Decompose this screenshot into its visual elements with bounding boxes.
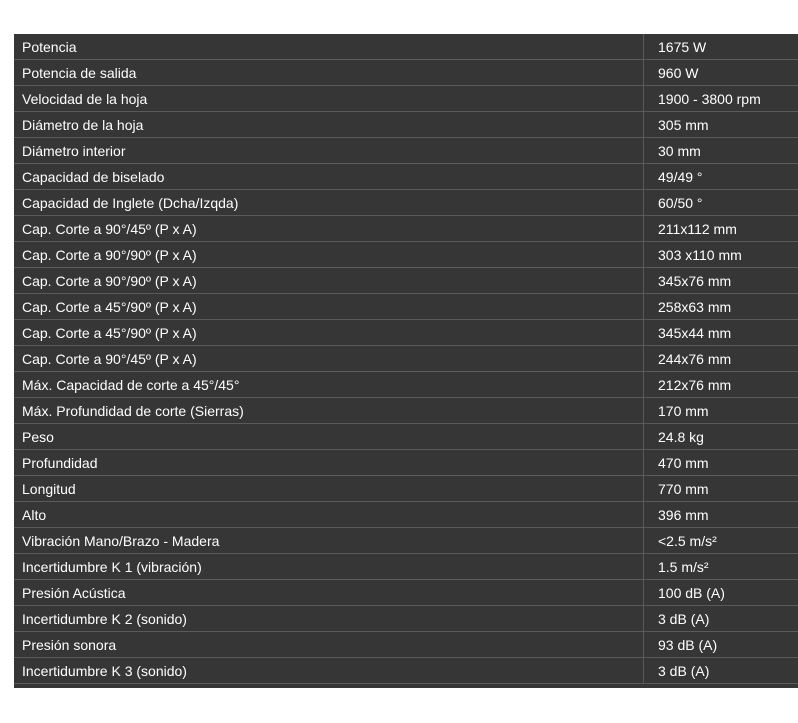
table-row [14, 242, 798, 268]
spec-value: 244x76 mm [658, 351, 732, 367]
spec-label: Cap. Corte a 90°/45º (P x A) [14, 346, 644, 371]
spec-value: 100 dB (A) [658, 585, 725, 601]
table-row [14, 112, 798, 138]
spec-label: Cap. Corte a 45°/90º (P x A) [14, 294, 644, 319]
spec-label: Presión Acústica [14, 580, 644, 605]
table-row [14, 60, 798, 86]
spec-value: 258x63 mm [658, 299, 732, 315]
spec-value: 93 dB (A) [658, 637, 718, 653]
spec-label: Cap. Corte a 90°/45º (P x A) [14, 216, 644, 241]
spec-label: Incertidumbre K 2 (sonido) [14, 606, 644, 631]
spec-label: Alto [14, 502, 644, 527]
spec-label: Cap. Corte a 90°/90º (P x A) [14, 268, 644, 293]
table-row [14, 632, 798, 658]
spec-label: Cap. Corte a 90°/90º (P x A) [14, 242, 644, 267]
spec-value: 303 x110 mm [658, 247, 742, 263]
table-row [14, 216, 798, 242]
spec-table [14, 34, 798, 688]
spec-value: <2.5 m/s² [658, 533, 717, 549]
spec-label: Profundidad [14, 450, 644, 475]
table-row [14, 502, 798, 528]
spec-value: 1.5 m/s² [658, 559, 709, 575]
spec-value: 770 mm [658, 481, 709, 497]
spec-value: 170 mm [658, 403, 709, 419]
spec-value: 211x112 mm [658, 221, 737, 237]
table-row [14, 554, 798, 580]
spec-label: Incertidumbre K 1 (vibración) [14, 554, 644, 579]
spec-value: 470 mm [658, 455, 709, 471]
table-row [14, 372, 798, 398]
table-row [14, 424, 798, 450]
table-row [14, 476, 798, 502]
table-row [14, 164, 798, 190]
spec-value: 30 mm [658, 143, 701, 159]
table-row [14, 320, 798, 346]
table-row [14, 138, 798, 164]
table-row [14, 190, 798, 216]
spec-label: Vibración Mano/Brazo - Madera [14, 528, 644, 553]
spec-value: 396 mm [658, 507, 709, 523]
table-bottom-padding [14, 684, 798, 688]
spec-label: Capacidad de Inglete (Dcha/Izqda) [14, 190, 644, 215]
spec-value: 49/49 ° [658, 169, 703, 185]
spec-label: Potencia de salida [14, 60, 644, 85]
spec-label: Capacidad de biselado [14, 164, 644, 189]
spec-value: 960 W [658, 65, 699, 81]
table-row [14, 658, 798, 684]
spec-label: Cap. Corte a 45°/90º (P x A) [14, 320, 644, 345]
spec-label: Diámetro interior [14, 138, 644, 163]
spec-value: 345x76 mm [658, 273, 732, 289]
spec-value: 60/50 ° [658, 195, 703, 211]
table-row [14, 294, 798, 320]
spec-label: Presión sonora [14, 632, 644, 657]
spec-value: 1675 W [658, 39, 707, 55]
spec-value: 212x76 mm [658, 377, 732, 393]
spec-label: Diámetro de la hoja [14, 112, 644, 137]
table-row [14, 606, 798, 632]
spec-value: 305 mm [658, 117, 709, 133]
table-row [14, 580, 798, 606]
table-row [14, 346, 798, 372]
table-row [14, 528, 798, 554]
spec-label: Incertidumbre K 3 (sonido) [14, 658, 644, 683]
spec-value: 1900 - 3800 rpm [658, 91, 761, 107]
spec-label: Velocidad de la hoja [14, 86, 644, 111]
spec-value: 345x44 mm [658, 325, 732, 341]
table-row [14, 86, 798, 112]
table-row [14, 450, 798, 476]
spec-value: 3 dB (A) [658, 663, 710, 679]
spec-label: Longitud [14, 476, 644, 501]
spec-value: 24.8 kg [658, 429, 704, 445]
table-row [14, 268, 798, 294]
spec-label: Máx. Profundidad de corte (Sierras) [14, 398, 644, 423]
spec-label: Potencia [14, 34, 644, 59]
table-row [14, 398, 798, 424]
spec-value: 3 dB (A) [658, 611, 710, 627]
spec-label: Máx. Capacidad de corte a 45°/45° [14, 372, 644, 397]
spec-label: Peso [14, 424, 644, 449]
table-row [14, 34, 798, 60]
